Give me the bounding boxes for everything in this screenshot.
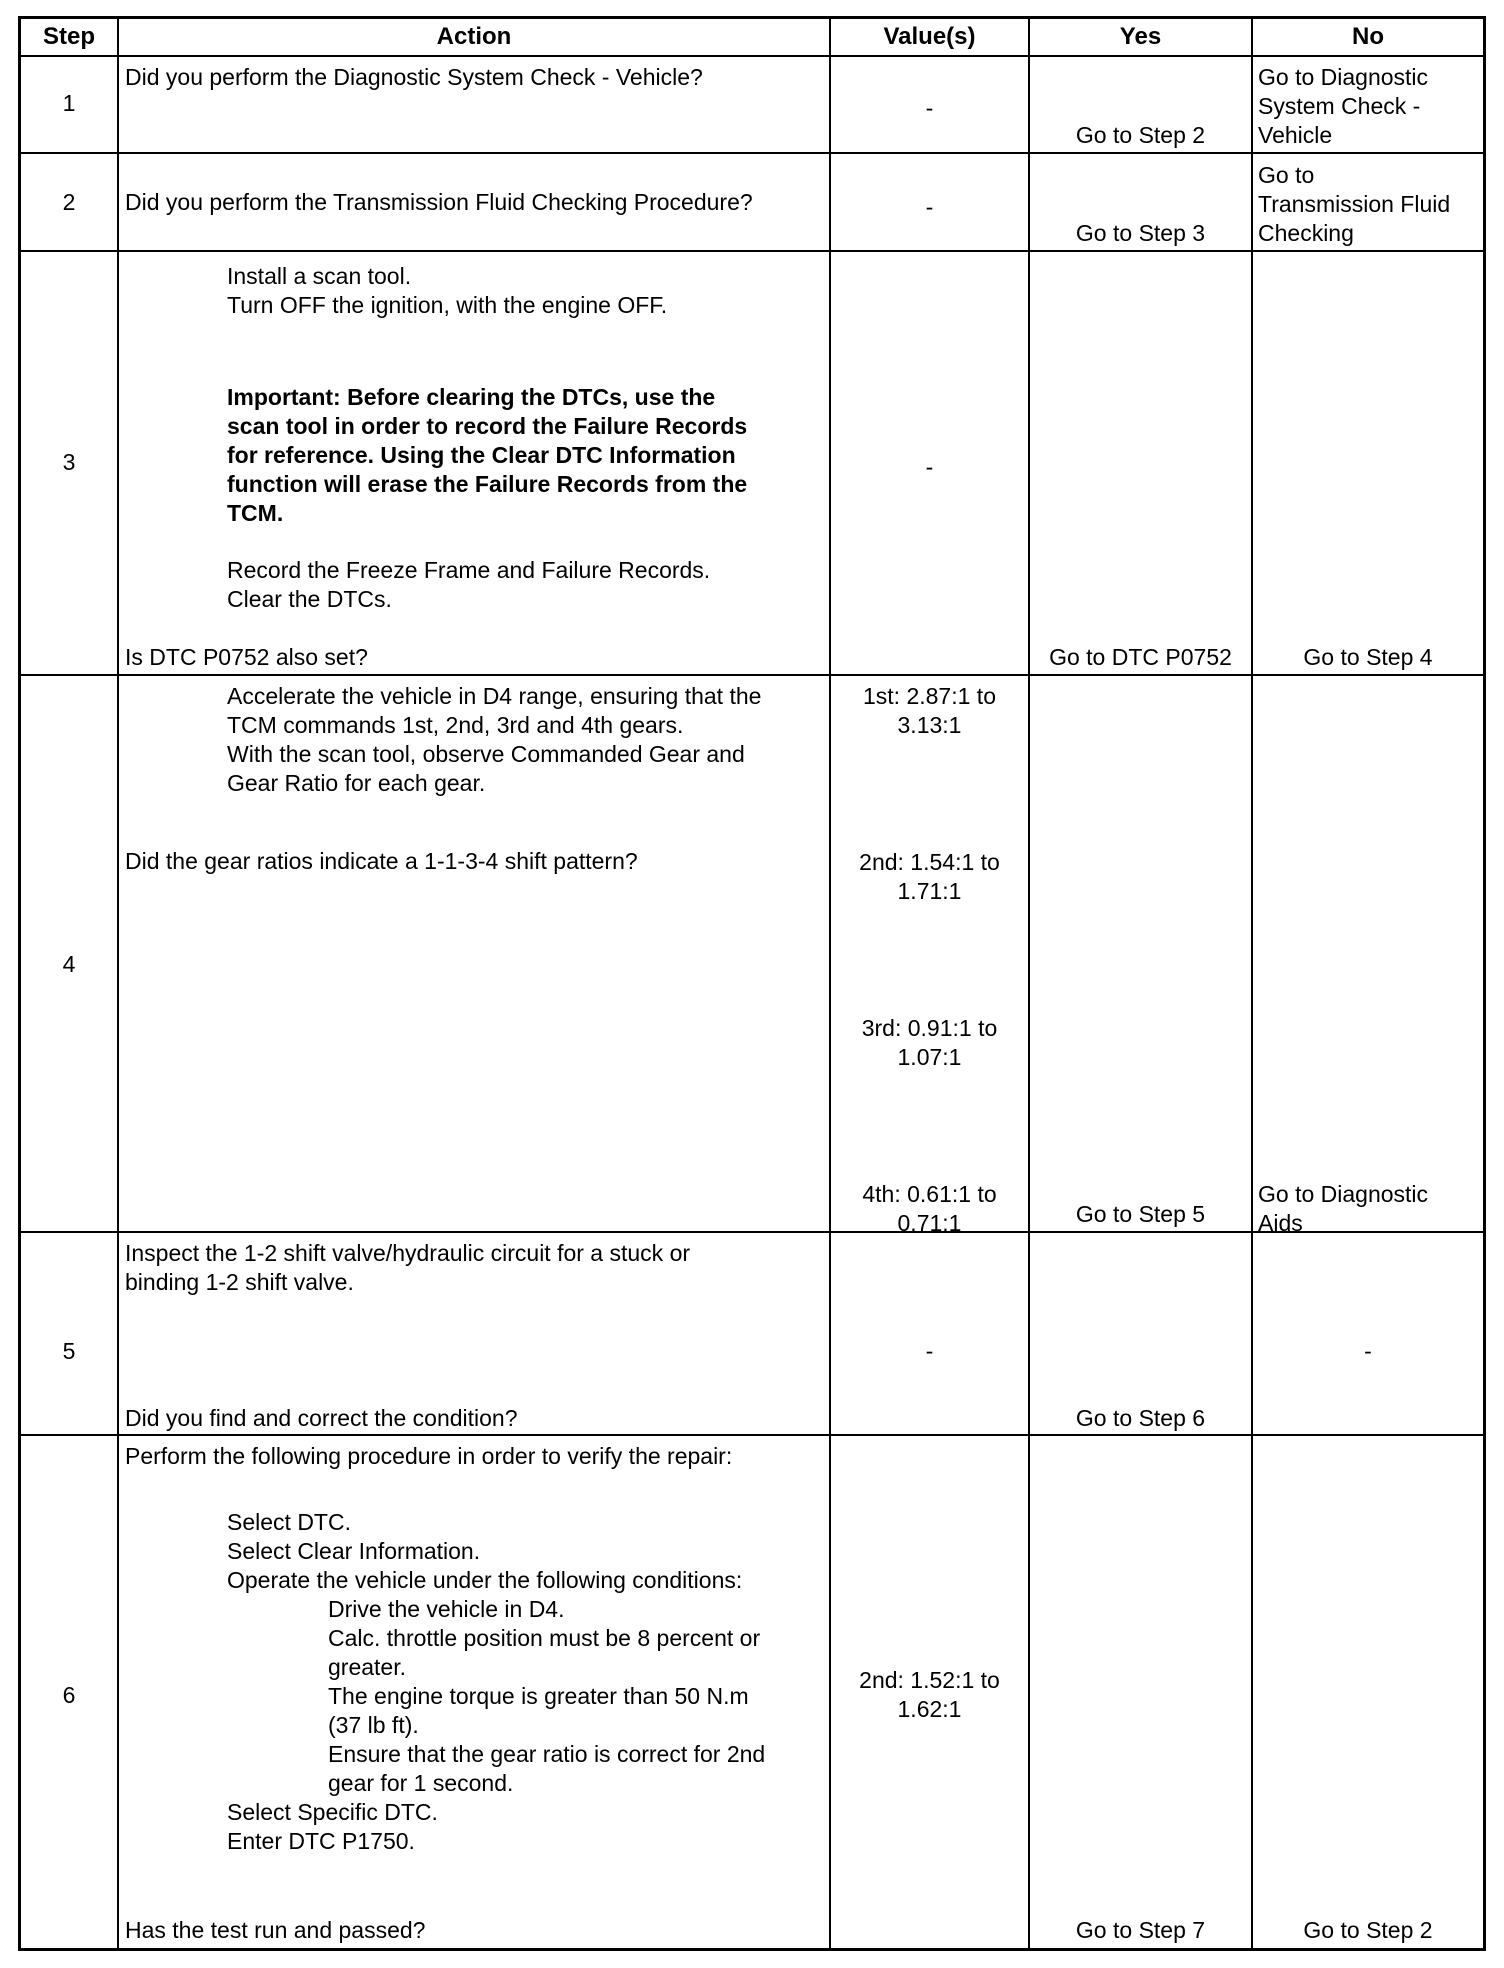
col-divider: [117, 16, 119, 1951]
value-text: -: [925, 194, 934, 220]
row-divider: [18, 1434, 1486, 1436]
header-step: Step: [42, 23, 95, 50]
action-steps: Accelerate the vehicle in D4 range, ensuring that the TCM commands 1st, 2nd, 3rd and 4th gears. With the scan tool, observe Commanded Gear and Gear Ratio for each gear.: [227, 683, 762, 796]
no-text: Go to Transmission Fluid Checking: [1258, 162, 1451, 246]
step-number: 1: [62, 90, 76, 116]
value-text: -: [925, 95, 934, 121]
procedure-steps: Select DTC. Select Clear Information. Operate the vehicle under the following conditions:: [227, 1509, 743, 1593]
action-question: Has the test run and passed?: [125, 1917, 426, 1943]
diagnostic-table: [18, 16, 1486, 1951]
step-number: 5: [62, 1338, 76, 1364]
procedure-steps: Select Specific DTC. Enter DTC P1750.: [227, 1799, 438, 1854]
gear-ratio-2nd: 2nd: 1.54:1 to 1.71:1: [859, 849, 1000, 904]
row-divider: [18, 55, 1486, 57]
gear-ratio-1st: 1st: 2.87:1 to 3.13:1: [863, 683, 996, 738]
header-no: No: [1352, 23, 1384, 50]
value-text: -: [925, 454, 934, 480]
gear-ratio-4th: 4th: 0.61:1 to 0.71:1: [862, 1181, 997, 1236]
header-values: Value(s): [883, 23, 976, 50]
yes-text: Go to Step 5: [1075, 1201, 1206, 1227]
action-steps: Install a scan tool. Turn OFF the ignition, with the engine OFF.: [227, 263, 668, 318]
no-text: Go to Step 4: [1303, 644, 1433, 670]
step-number: 2: [62, 189, 76, 215]
gear-ratio-2nd: 2nd: 1.52:1 to 1.62:1: [859, 1667, 1000, 1722]
no-text: -: [1364, 1338, 1372, 1364]
yes-text: Go to Step 3: [1075, 220, 1206, 246]
yes-text: Go to Step 6: [1075, 1405, 1206, 1431]
step-number: 6: [62, 1682, 76, 1708]
table-border-right: [1483, 16, 1486, 1951]
yes-text: Go to Step 2: [1075, 122, 1206, 148]
gear-ratio-3rd: 3rd: 0.91:1 to 1.07:1: [861, 1015, 998, 1070]
col-divider: [829, 16, 831, 1951]
action-intro: Perform the following procedure in order to verify the repair:: [125, 1443, 733, 1469]
action-text: Did you perform the Diagnostic System Check - Vehicle?: [125, 64, 703, 90]
action-text: Did you perform the Transmission Fluid Checking Procedure?: [125, 189, 753, 215]
procedure-conditions: Drive the vehicle in D4. Calc. throttle position must be 8 percent or greater. The engine torque is greater than 50 N.m (37 lb ft). Ensure that the gear ratio is correct for 2nd gear for 1 second.: [328, 1596, 766, 1796]
yes-text: Go to DTC P0752: [1049, 644, 1232, 670]
action-steps: Inspect the 1-2 shift valve/hydraulic circuit for a stuck or binding 1-2 shift valve.: [125, 1240, 691, 1295]
action-question: Did the gear ratios indicate a 1-1-3-4 shift pattern?: [125, 848, 638, 874]
no-text: Go to Diagnostic System Check - Vehicle: [1258, 64, 1429, 148]
col-divider: [1251, 16, 1253, 1951]
value-text: -: [925, 1338, 934, 1364]
step-number: 3: [62, 449, 76, 475]
table-border-bottom: [18, 1948, 1486, 1951]
yes-text: Go to Step 7: [1075, 1917, 1206, 1943]
table-border-left: [18, 16, 21, 1951]
col-divider: [1028, 16, 1030, 1951]
no-text: Go to Step 2: [1303, 1917, 1433, 1943]
action-question: Did you find and correct the condition?: [125, 1405, 518, 1431]
row-divider: [18, 674, 1486, 676]
header-yes: Yes: [1119, 23, 1162, 50]
row-divider: [18, 250, 1486, 252]
header-action: Action: [436, 23, 512, 50]
row-divider: [18, 152, 1486, 154]
action-steps: Record the Freeze Frame and Failure Records. Clear the DTCs.: [227, 557, 711, 612]
action-question: Is DTC P0752 also set?: [125, 644, 368, 670]
step-number: 4: [62, 951, 76, 977]
important-note: Important: Before clearing the DTCs, use the scan tool in order to record the Failure Records for reference. Using the Clear DTC Information function will erase the Failure Records from the TCM.: [227, 384, 748, 526]
no-text: Go to Diagnostic Aids: [1258, 1181, 1429, 1236]
table-border-top: [18, 16, 1486, 19]
